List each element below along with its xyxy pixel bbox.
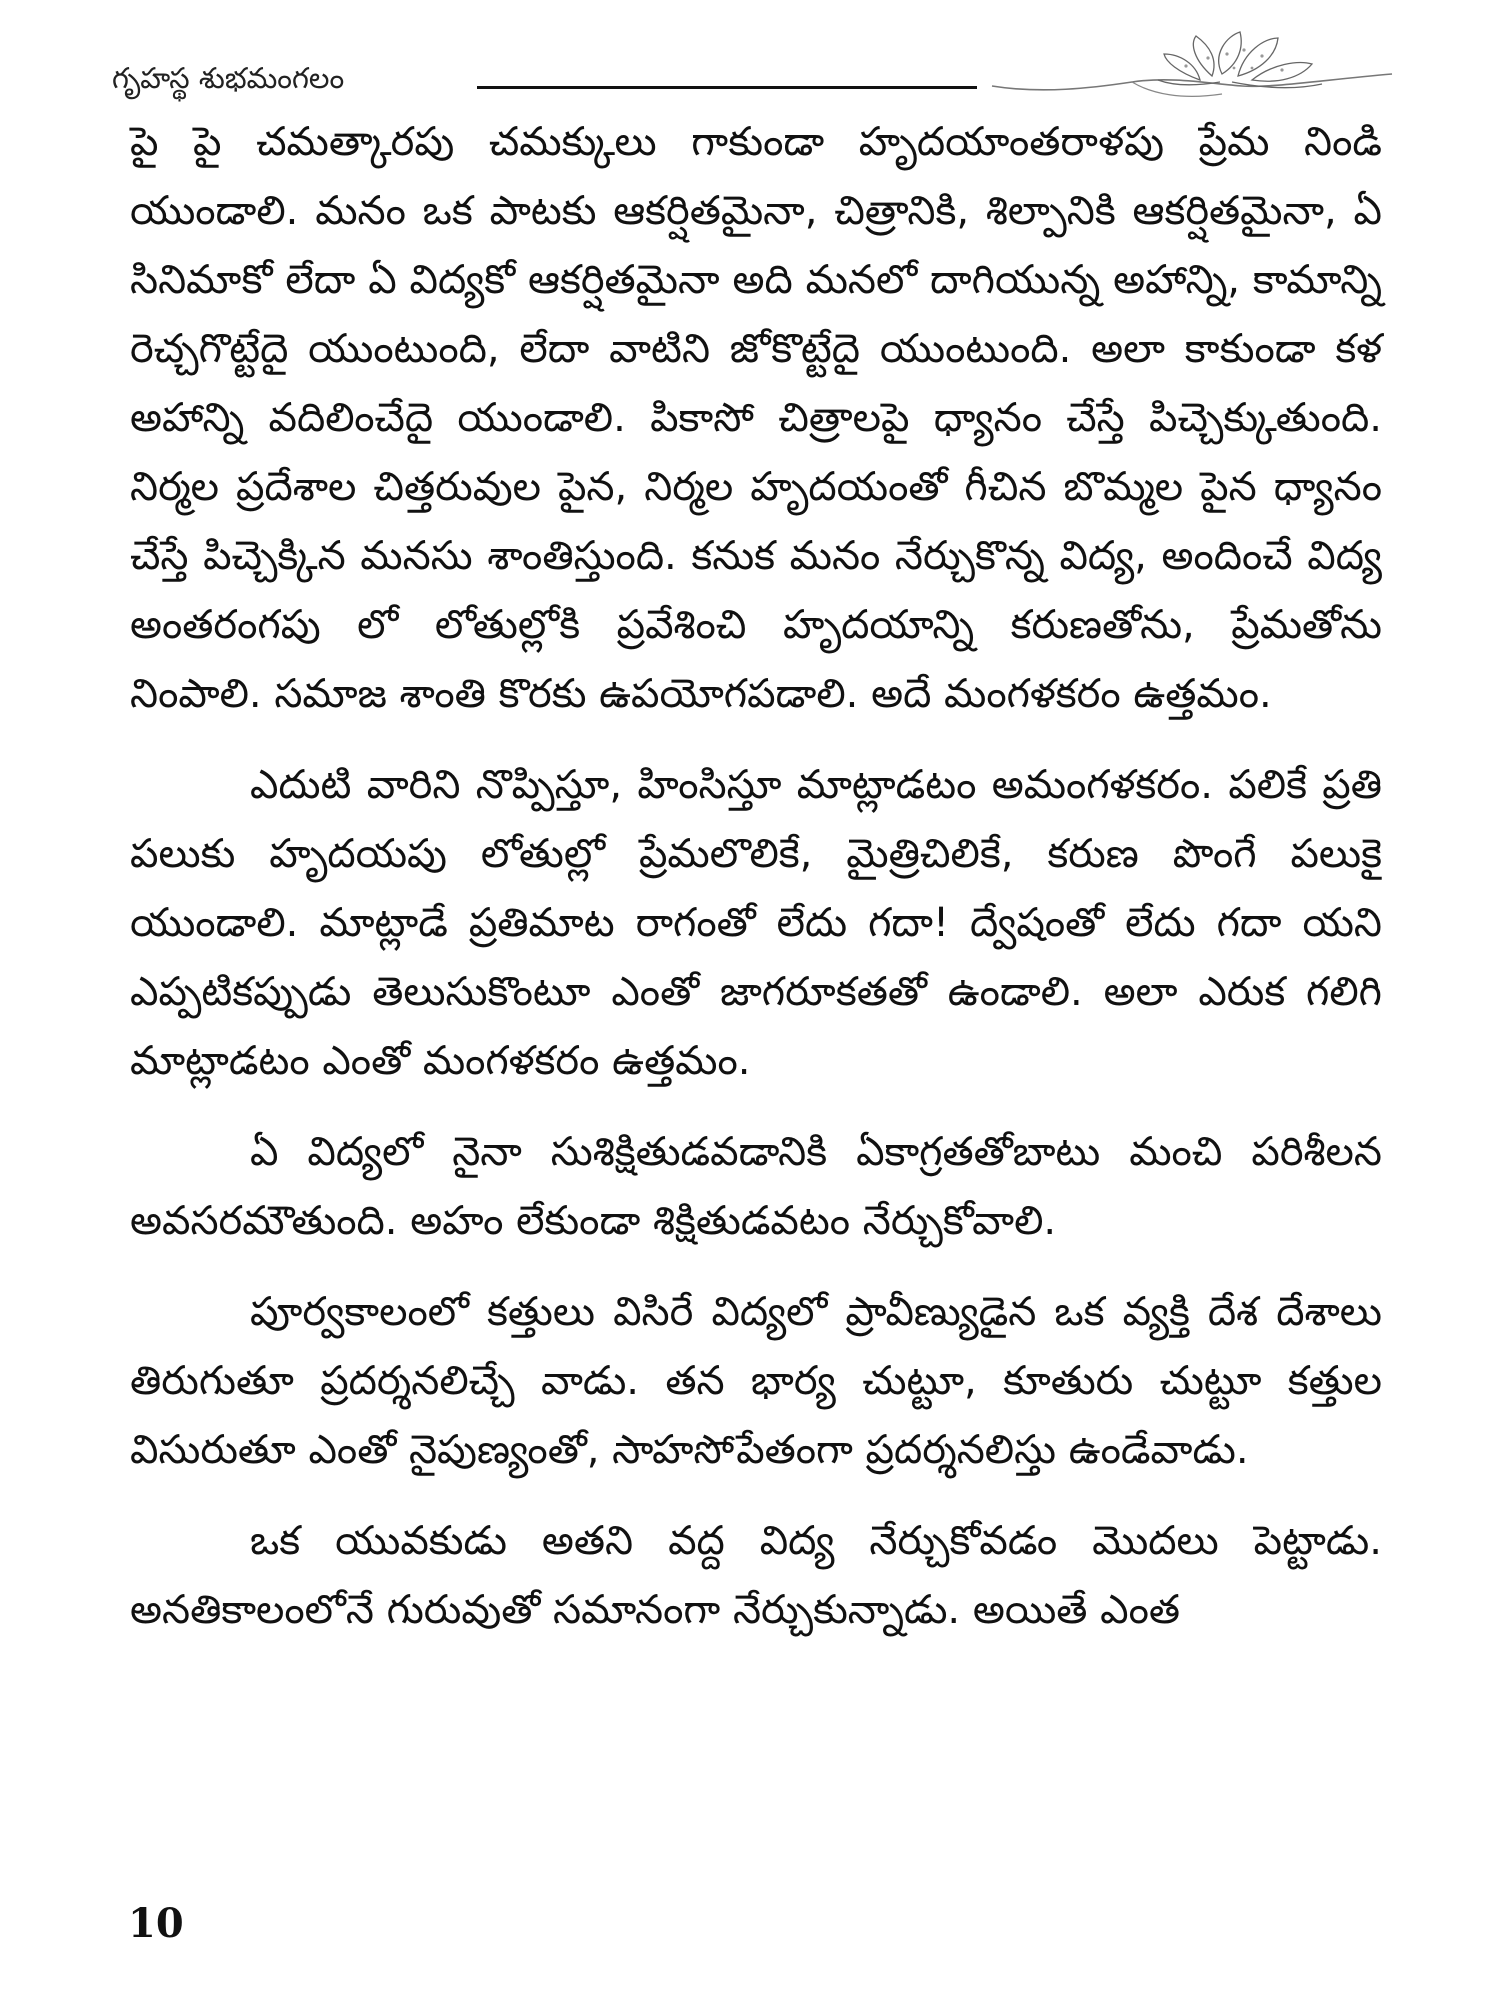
header-rule bbox=[477, 86, 977, 89]
paragraph: ఏ విద్యలో నైనా సుశిక్షితుడవడానికి ఏకాగ్రతతోబాటు మంచి పరిశీలన అవసరమౌతుంది. అహం లేకుండా శిక్షితుడవటం నేర్చుకోవాలి. bbox=[130, 1129, 1382, 1244]
paragraph: ఎదుటి వారిని నొప్పిస్తూ, హింసిస్తూ మాట్లాడటం అమంగళకరం. పలికే ప్రతి పలుకు హృదయపు లోతుల్లో ప్రేమలొలికే, మైత్రిచిలికే, కరుణ పొంగే పలుకై యుండాలి. మాట్లాడే ప్రతిమాట రాగంతో లేదు గదా! ద్వేషంతో లేదు గదా యని ఎప్పటికప్పుడు తెలుసుకొంటూ ఎంతో జాగరూకతతో ఉండాలి. అలా ఎరుక గలిగి మాట్లాడటం ఎంతో మంగళకరం ఉత్తమం. bbox=[130, 762, 1382, 1084]
paragraph: ఒక యువకుడు అతని వద్ద విద్య నేర్చుకోవడం మొదలు పెట్టాడు. అనతికాలంలోనే గురువుతో సమానంగా నేర్చుకున్నాడు. అయితే ఎంత bbox=[130, 1518, 1382, 1633]
page-number: 10 bbox=[128, 1900, 184, 1947]
body-text bbox=[130, 108, 1382, 1645]
paragraph: పూర్వకాలంలో కత్తులు విసిరే విద్యలో ప్రావీణ్యుడైన ఒక వ్యక్తి దేశ దేశాలు తిరుగుతూ ప్రదర్శనలిచ్చే వాడు. తన భార్య చుట్టూ, కూతురు చుట్టూ కత్తుల విసురుతూ ఎంతో నైపుణ్యంతో, సాహసోపేతంగా ప్రదర్శనలిస్తు ఉండేవాడు. bbox=[130, 1289, 1382, 1473]
running-title: గృహస్థ శుభమంగలం bbox=[112, 61, 345, 95]
paragraph: పై పై చమత్కారపు చమక్కులు గాకుండా హృదయాంతరాళపు ప్రేమ నిండి యుండాలి. మనం ఒక పాటకు ఆకర్షితమైనా, చిత్రానికి, శిల్పానికి ఆకర్షితమైనా, ఏ సినిమాకో లేదా ఏ విద్యకో ఆకర్షితమైనా అది మనలో దాగియున్న అహాన్ని, కామాన్ని రెచ్చగొట్టేదై యుంటుంది, లేదా వాటిని జోకొట్టేదై యుంటుంది. అలా కాకుండా కళ అహాన్ని వదిలించేదై యుండాలి. పికాసో చిత్రాలపై ధ్యానం చేస్తే పిచ్చెక్కుతుంది. నిర్మల ప్రదేశాల చిత్తరువుల పైన, నిర్మల హృదయంతో గీచిన బొమ్మల పైన ధ్యానం చేస్తే పిచ్చెక్కిన మనసు శాంతిస్తుంది. కనుక మనం నేర్చుకొన్న విద్య, అందించే విద్య అంతరంగపు లో లోతుల్లోకి ప్రవేశించి హృదయాన్ని కరుణతోను, ప్రేమతోను నింపాలి. సమాజ శాంతి కొరకు ఉపయోగపడాలి. అదే మంగళకరం ఉత్తమం. bbox=[130, 119, 1382, 717]
lotus-flower-icon bbox=[982, 24, 1402, 114]
